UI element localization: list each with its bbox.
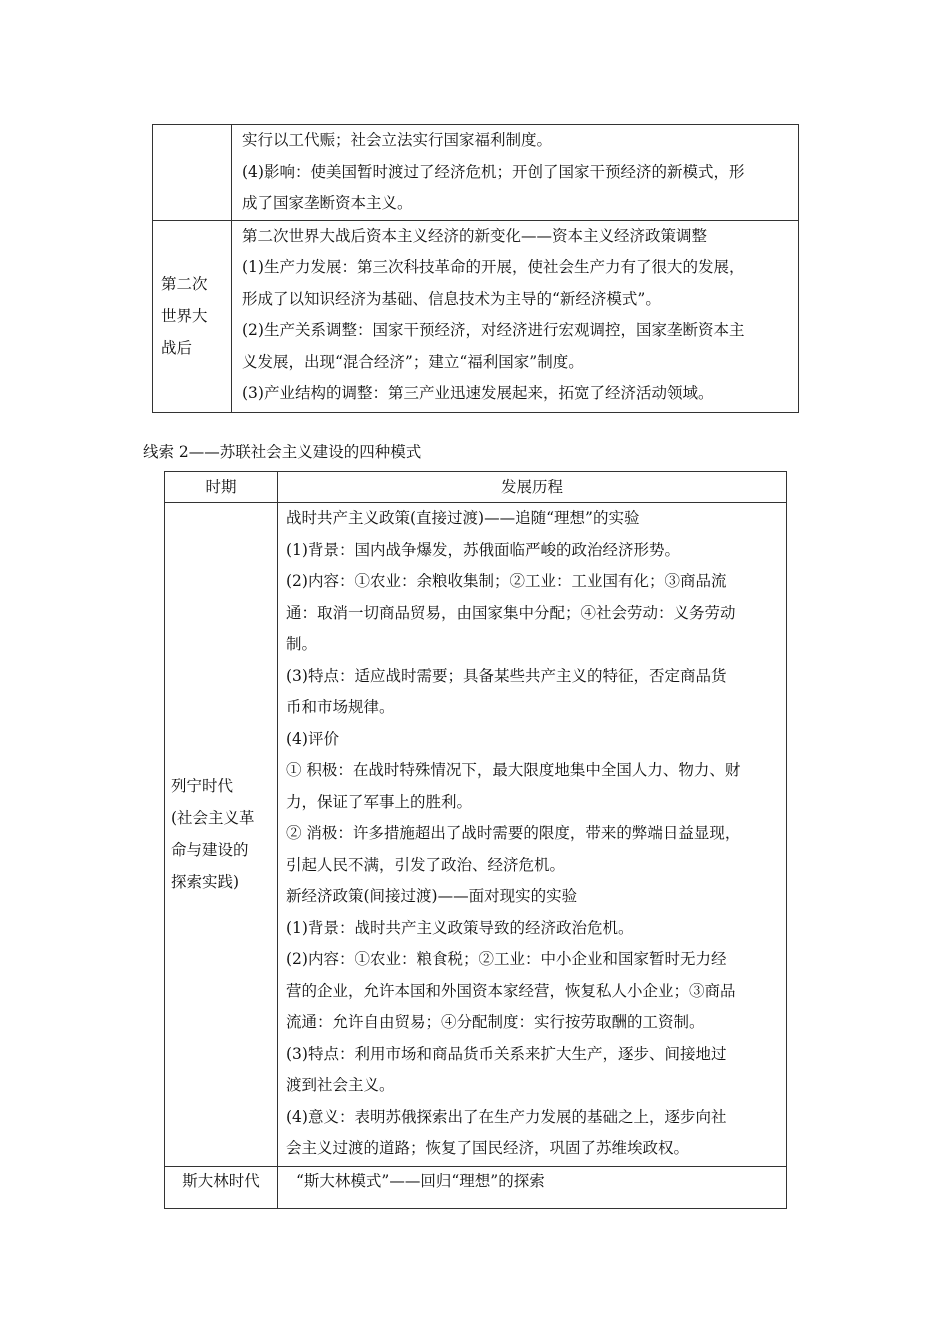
table-row (153, 125, 799, 221)
text-line: 营的企业，允许本国和外国资本家经营，恢复私人小企业；③商品 (286, 981, 736, 1000)
text-line: 形成了以知识经济为基础、信息技术为主导的“新经济模式”。 (242, 289, 661, 308)
text-line: (3)特点：利用市场和商品货币关系来扩大生产，逐步、间接地过 (286, 1044, 727, 1063)
content-cell (232, 220, 799, 412)
table-header-row (165, 472, 787, 503)
text-line: 渡到社会主义。 (286, 1076, 395, 1094)
text-line: 力，保证了军事上的胜利。 (286, 792, 473, 811)
text-line: (4)评价 (286, 729, 339, 748)
period-cell: 第二次 世界大 战后 (153, 220, 232, 412)
text-line: (2)生产关系调整：国家干预经济，对经济进行宏观调控，国家垄断资本主 (242, 321, 745, 339)
text-line: “斯大林模式”——回归“理想”的探索 (296, 1171, 545, 1190)
text-line: ① 积极：在战时特殊情况下，最大限度地集中全国人力、物力、财 (286, 761, 741, 779)
text-line: 新经济政策(间接过渡)——面对现实的实验 (286, 887, 578, 905)
text-line: 制。 (286, 635, 318, 653)
text-line: 成了国家垄断资本主义。 (242, 194, 413, 212)
text-line: 会主义过渡的道路；恢复了国民经济，巩固了苏维埃政权。 (286, 1139, 690, 1157)
text-line: 引起人民不满，引发了政治、经济危机。 (286, 855, 566, 874)
text-line: 实行以工代赈；社会立法实行国家福利制度。 (242, 131, 553, 149)
soviet-models-table (164, 471, 787, 1209)
text-line: 战时共产主义政策(直接过渡)——追随“理想”的实验 (286, 509, 640, 527)
content-cell (232, 125, 799, 221)
text-line: (2)内容：①农业：余粮收集制；②工业：工业国有化；③商品流 (286, 572, 727, 590)
text-line: 第二次世界大战后资本主义经济的新变化——资本主义经济政策调整 (242, 226, 708, 245)
period-cell: 斯大林时代 (165, 1166, 278, 1208)
text-line: (1)背景：国内战争爆发，苏俄面临严峻的政治经济形势。 (286, 540, 680, 559)
table-row (165, 1166, 787, 1208)
text-line: (3)特点：适应战时需要；具备某些共产主义的特征，否定商品货 (286, 666, 727, 685)
section-caption: 线索 2——苏联社会主义建设的四种模式 (143, 443, 422, 461)
text-line: (1)背景：战时共产主义政策导致的经济政治危机。 (286, 918, 634, 937)
text-line: (3)产业结构的调整：第三产业迅速发展起来，拓宽了经济活动领域。 (242, 384, 714, 402)
period-cell (153, 125, 232, 221)
text-line: 通：取消一切商品贸易，由国家集中分配；④社会劳动：义务劳动 (286, 603, 736, 622)
text-line: (1)生产力发展：第三次科技革命的开展，使社会生产力有了很大的发展， (242, 258, 745, 276)
text-line: (2)内容：①农业：粮食税；②工业：中小企业和国家暂时无力经 (286, 950, 727, 968)
table-row (153, 220, 799, 412)
text-line: 流通：允许自由贸易；④分配制度：实行按劳取酬的工资制。 (286, 1013, 705, 1031)
content-cell (278, 1166, 787, 1208)
header-period: 时期 (165, 472, 278, 503)
capitalism-table (152, 124, 799, 413)
period-cell: 列宁时代 (社会主义革 命与建设的 探索实践) (165, 503, 278, 1167)
text-line: ② 消极：许多措施超出了战时需要的限度，带来的弊端日益显现， (286, 824, 741, 842)
text-line: (4)意义：表明苏俄探索出了在生产力发展的基础之上，逐步向社 (286, 1107, 727, 1126)
header-history: 发展历程 (278, 472, 787, 503)
content-cell (278, 503, 787, 1167)
text-line: 义发展，出现“混合经济”；建立“福利国家”制度。 (242, 352, 584, 371)
text-line: 币和市场规律。 (286, 698, 395, 716)
table-row (165, 503, 787, 1167)
text-line: (4)影响：使美国暂时渡过了经济危机；开创了国家干预经济的新模式，形 (242, 162, 745, 181)
